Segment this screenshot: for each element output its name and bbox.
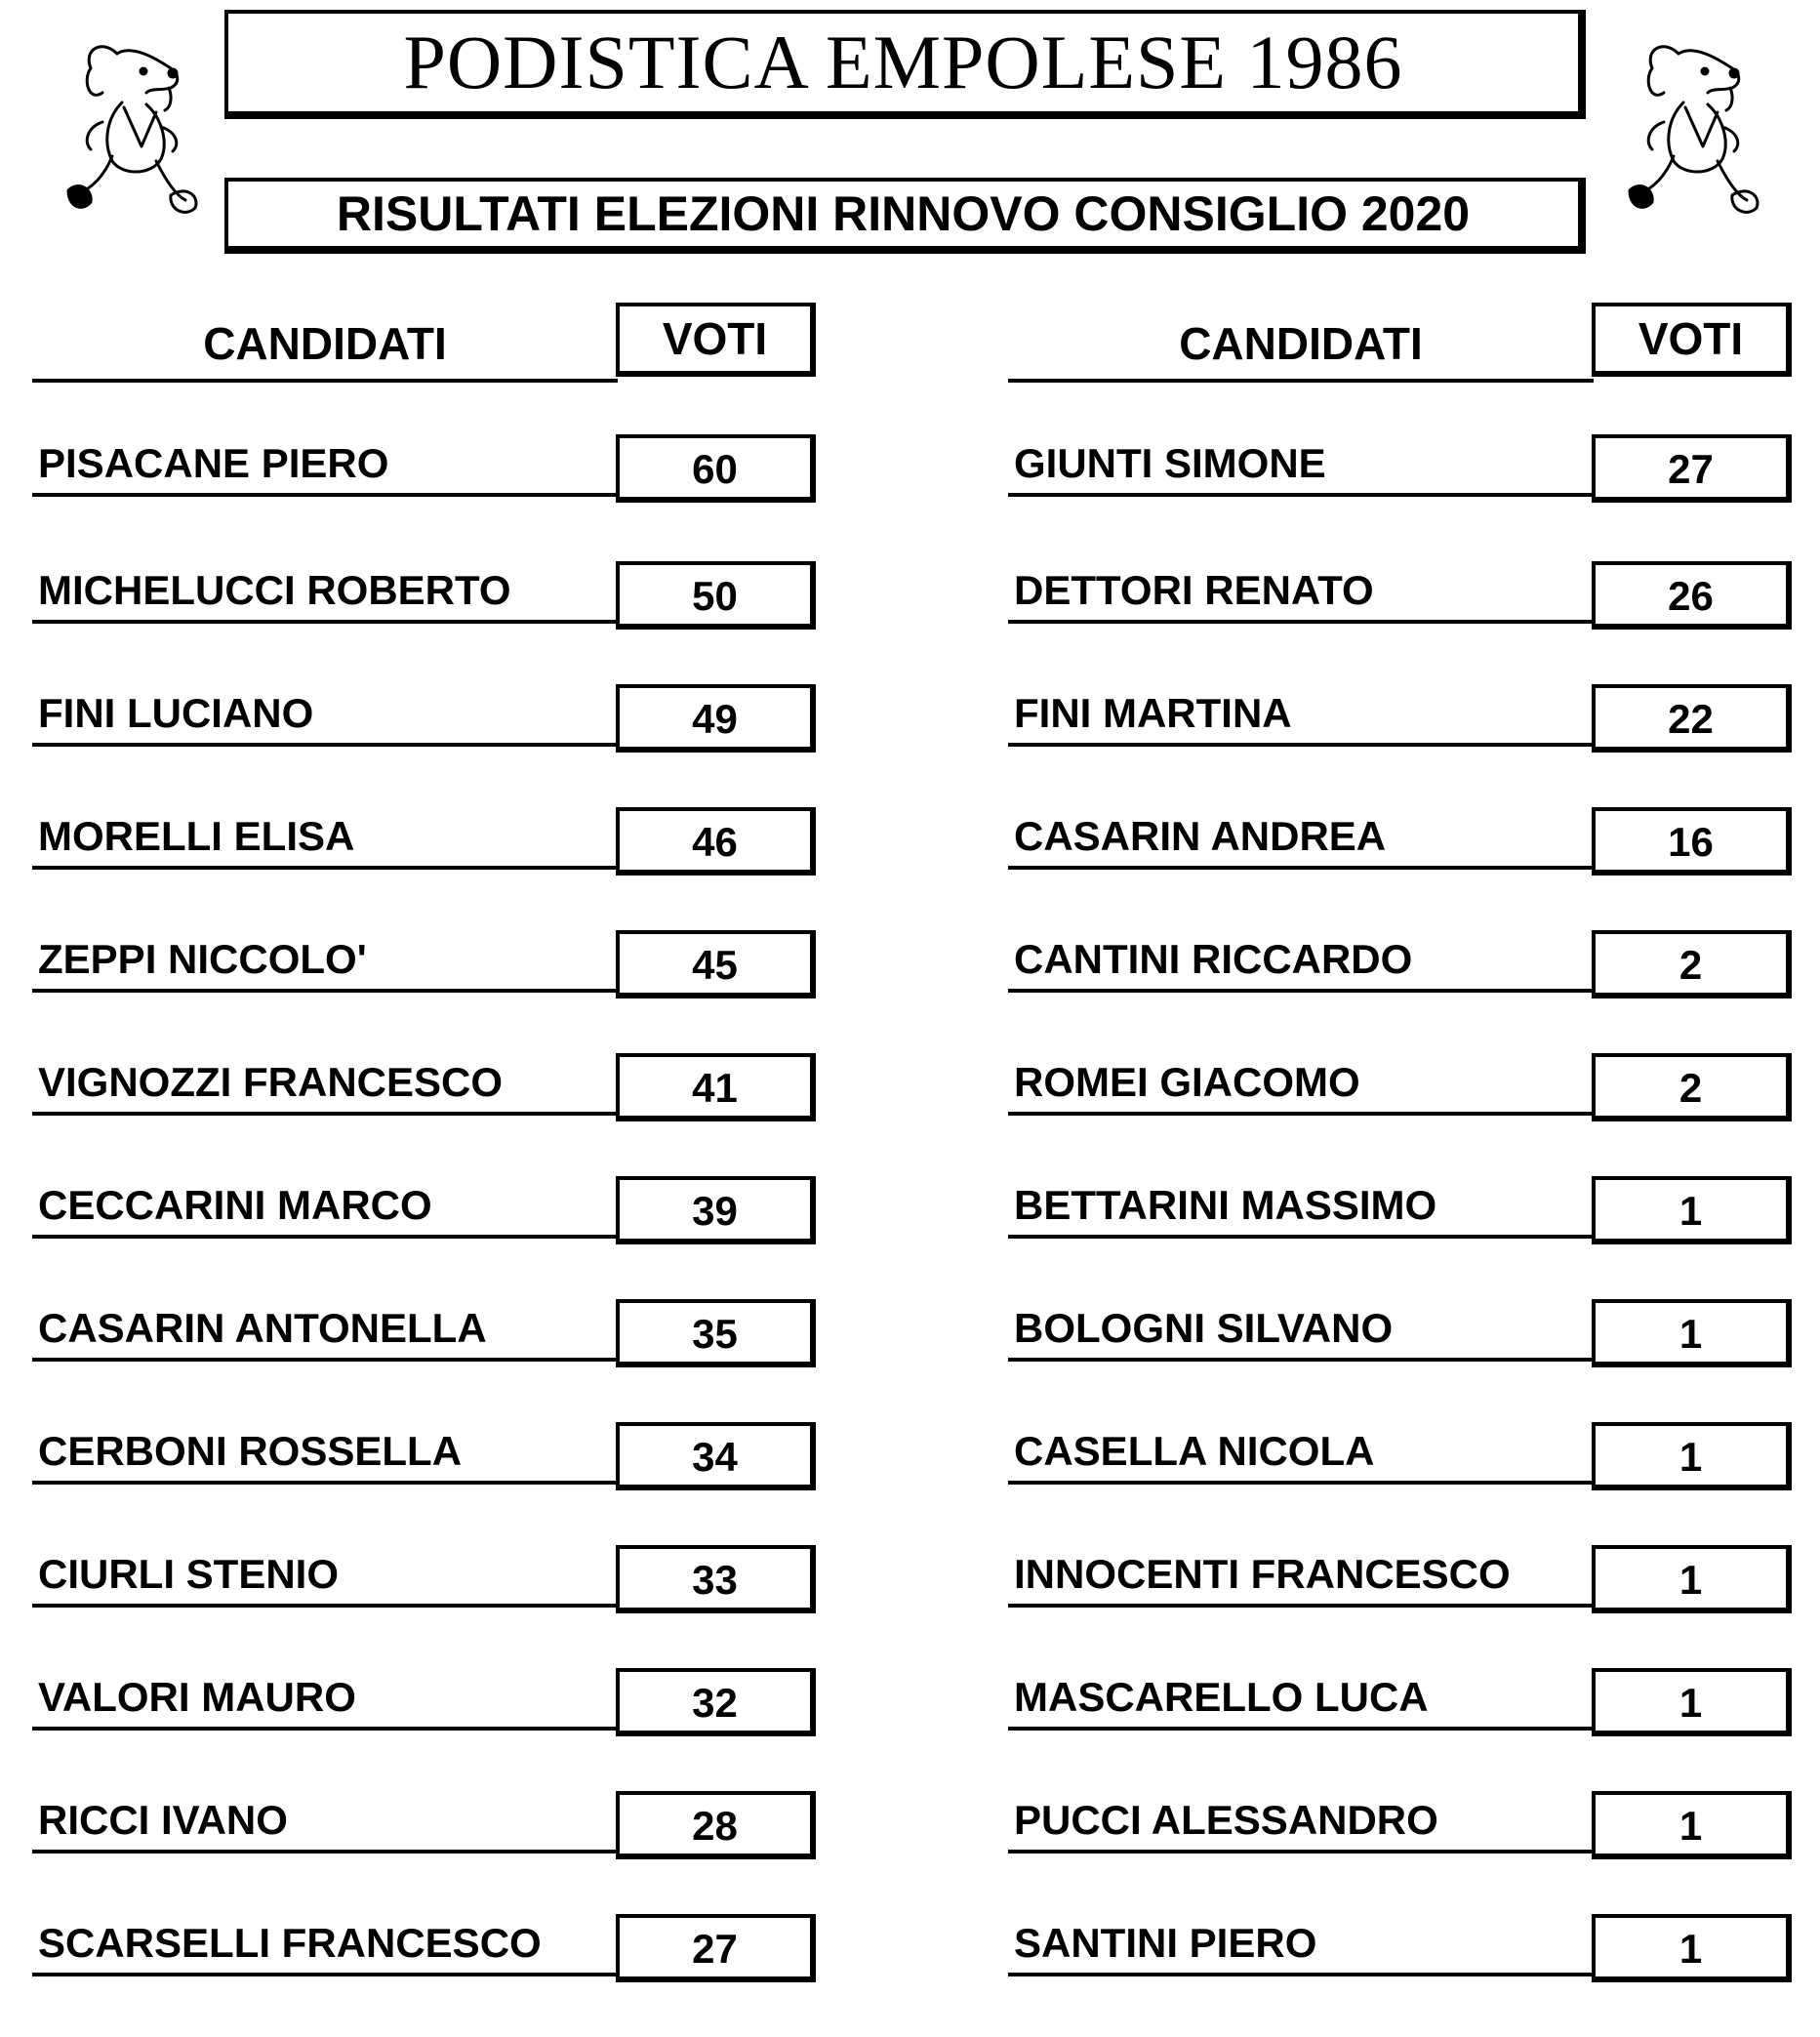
candidate-row: [1008, 1545, 1799, 1668]
candidate-row: [32, 1791, 823, 1914]
candidate-votes: 1: [1592, 1545, 1792, 1613]
candidate-votes: 1: [1592, 1422, 1792, 1490]
candidate-votes: 28: [616, 1791, 816, 1859]
candidate-name: CASARIN ANDREA: [1008, 807, 1594, 870]
title-box: [224, 10, 1586, 119]
candidate-votes: 22: [1592, 684, 1792, 753]
candidate-row: [32, 1422, 823, 1545]
candidate-votes: 45: [616, 930, 816, 998]
candidate-row: [32, 684, 823, 807]
candidate-votes: 1: [1592, 1791, 1792, 1859]
candidate-votes: 27: [1592, 434, 1792, 503]
candidates-header: CANDIDATI: [1008, 303, 1594, 383]
column-header: [32, 303, 823, 381]
candidate-name: ROMEI GIACOMO: [1008, 1053, 1594, 1116]
candidate-votes: 1: [1592, 1914, 1792, 1982]
candidate-name: MASCARELLO LUCA: [1008, 1668, 1594, 1731]
candidate-votes: 39: [616, 1176, 816, 1244]
candidate-votes: 26: [1592, 561, 1792, 630]
candidate-row: [1008, 930, 1799, 1053]
candidate-votes: 1: [1592, 1668, 1792, 1736]
candidate-row: [1008, 1176, 1799, 1299]
candidate-name: VIGNOZZI FRANCESCO: [32, 1053, 618, 1116]
candidate-row: [32, 434, 823, 561]
candidate-row: [32, 1545, 823, 1668]
candidate-row: [1008, 561, 1799, 684]
candidate-row: [32, 930, 823, 1053]
running-dog-mascot-icon: [63, 34, 200, 239]
candidate-row: [1008, 434, 1799, 561]
candidate-votes: 2: [1592, 1053, 1792, 1121]
candidate-name: ZEPPI NICCOLO': [32, 930, 618, 993]
candidate-name: PUCCI ALESSANDRO: [1008, 1791, 1594, 1854]
candidate-name: DETTORI RENATO: [1008, 561, 1594, 624]
candidate-votes: 27: [616, 1914, 816, 1982]
candidate-votes: 41: [616, 1053, 816, 1121]
candidate-row: [1008, 1914, 1799, 2037]
candidate-name: BETTARINI MASSIMO: [1008, 1176, 1594, 1239]
candidate-name: MORELLI ELISA: [32, 807, 618, 870]
candidate-name: CIURLI STENIO: [32, 1545, 618, 1608]
candidate-name: CASELLA NICOLA: [1008, 1422, 1594, 1485]
candidate-name: SANTINI PIERO: [1008, 1914, 1594, 1976]
candidate-name: FINI MARTINA: [1008, 684, 1594, 747]
candidate-name: CECCARINI MARCO: [32, 1176, 618, 1239]
candidate-row: [32, 1914, 823, 2037]
page-title: PODISTICA EMPOLESE 1986: [403, 20, 1403, 104]
candidate-votes: 50: [616, 561, 816, 630]
candidate-row: [1008, 1668, 1799, 1791]
candidate-name: MICHELUCCI ROBERTO: [32, 561, 618, 624]
candidate-name: RICCI IVANO: [32, 1791, 618, 1854]
candidate-row: [1008, 807, 1799, 930]
candidate-votes: 1: [1592, 1176, 1792, 1244]
candidate-row: [1008, 1299, 1799, 1422]
left-results-column: [32, 303, 823, 1972]
page-subtitle: RISULTATI ELEZIONI RINNOVO CONSIGLIO 2020: [336, 186, 1471, 241]
candidate-votes: 46: [616, 807, 816, 876]
candidate-row: [32, 1299, 823, 1422]
candidate-row: [32, 561, 823, 684]
candidate-votes: 49: [616, 684, 816, 753]
left-candidate-list: [32, 434, 823, 2037]
right-results-column: [1008, 303, 1799, 1972]
candidate-name: SCARSELLI FRANCESCO: [32, 1914, 618, 1976]
candidate-row: [32, 1668, 823, 1791]
candidate-votes: 60: [616, 434, 816, 503]
candidate-votes: 33: [616, 1545, 816, 1613]
candidate-votes: 16: [1592, 807, 1792, 876]
candidate-name: PISACANE PIERO: [32, 434, 618, 497]
candidate-name: VALORI MAURO: [32, 1668, 618, 1731]
candidate-name: CERBONI ROSSELLA: [32, 1422, 618, 1485]
candidate-votes: 32: [616, 1668, 816, 1736]
candidate-name: CASARIN ANTONELLA: [32, 1299, 618, 1362]
column-header: [1008, 303, 1799, 381]
candidate-row: [32, 1176, 823, 1299]
votes-header: VOTI: [616, 303, 816, 377]
candidate-votes: 34: [616, 1422, 816, 1490]
candidate-row: [32, 1053, 823, 1176]
candidate-votes: 35: [616, 1299, 816, 1367]
candidates-header: CANDIDATI: [32, 303, 618, 383]
candidate-name: CANTINI RICCARDO: [1008, 930, 1594, 993]
candidate-name: FINI LUCIANO: [32, 684, 618, 747]
candidate-row: [1008, 684, 1799, 807]
candidate-row: [1008, 1791, 1799, 1914]
candidate-votes: 1: [1592, 1299, 1792, 1367]
subtitle-box: [224, 178, 1586, 254]
candidate-name: GIUNTI SIMONE: [1008, 434, 1594, 497]
candidate-name: BOLOGNI SILVANO: [1008, 1299, 1594, 1362]
candidate-row: [32, 807, 823, 930]
candidate-row: [1008, 1422, 1799, 1545]
candidate-name: INNOCENTI FRANCESCO: [1008, 1545, 1594, 1608]
votes-header: VOTI: [1592, 303, 1792, 377]
candidate-row: [1008, 1053, 1799, 1176]
candidate-votes: 2: [1592, 930, 1792, 998]
running-dog-mascot-icon: [1625, 34, 1761, 239]
right-candidate-list: [1008, 434, 1799, 2037]
